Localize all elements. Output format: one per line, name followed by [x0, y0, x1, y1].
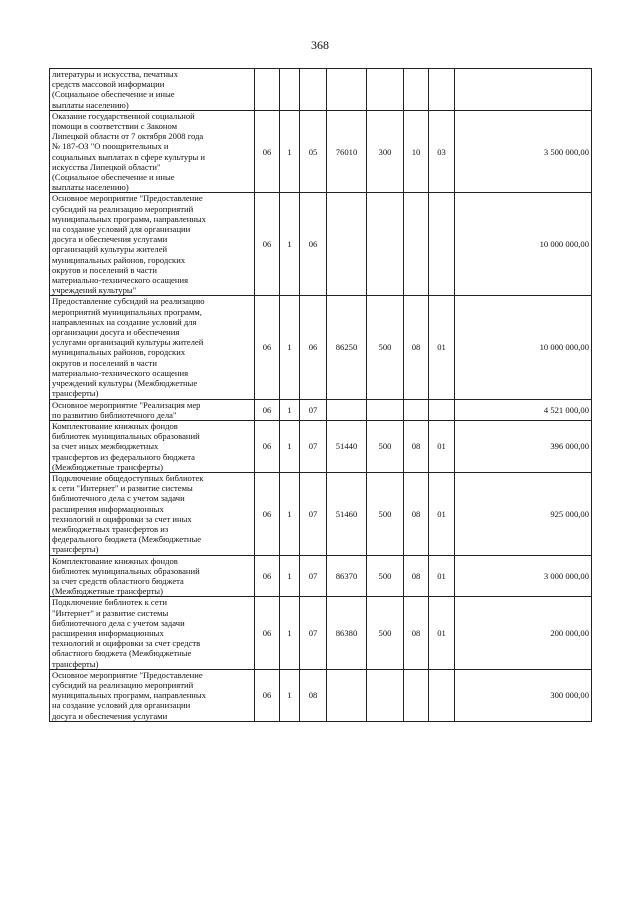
expense-type-code: 500	[367, 296, 404, 399]
program-code: 06	[255, 399, 280, 420]
row-description: Оказание государственной социальной помощи в соответствии с Законом Липецкой области от 7 октября 2008 года № 187-ОЗ "О поощрительных и социальных выплатах в сфере культуры и искусства Липецкой области" (Социальное обеспечение и иные выплаты населению)	[50, 110, 255, 193]
subprogram-code: 1	[280, 555, 300, 597]
amount: 4 521 000,00	[455, 399, 592, 420]
section-code	[404, 669, 429, 721]
subprogram-code: 1	[280, 597, 300, 669]
page-number: 368	[311, 38, 329, 52]
direction-code	[327, 669, 367, 721]
event-code: 07	[300, 597, 327, 669]
row-description: Основное мероприятие "Предоставление субсидий на реализацию мероприятий муниципальных программ, направленных на создание условий для организации досуга и обеспечения услугами	[50, 669, 255, 721]
direction-code: 51460	[327, 472, 367, 555]
expense-type-code: 500	[367, 420, 404, 472]
row-description: Подключение библиотек к сети "Интернет" и развитие системы библиотечного дела с учетом задачи расширения информационных технологий и оцифровки за счет средств областного бюджета (Межбюджетные трансферты)	[50, 597, 255, 669]
amount	[455, 69, 592, 111]
budget-table	[49, 68, 592, 722]
subprogram-code	[280, 69, 300, 111]
program-code: 06	[255, 597, 280, 669]
table-row	[50, 597, 592, 669]
table-row	[50, 399, 592, 420]
program-code: 06	[255, 193, 280, 296]
subsection-code	[429, 69, 455, 111]
direction-code: 86380	[327, 597, 367, 669]
amount: 300 000,00	[455, 669, 592, 721]
section-code	[404, 193, 429, 296]
subprogram-code: 1	[280, 420, 300, 472]
subprogram-code: 1	[280, 669, 300, 721]
row-description: Комплектование книжных фондов библиотек муниципальных образований за счет средств областного бюджета (Межбюджетные трансферты)	[50, 555, 255, 597]
program-code	[255, 69, 280, 111]
table-row	[50, 69, 592, 111]
section-code	[404, 69, 429, 111]
program-code: 06	[255, 555, 280, 597]
section-code: 08	[404, 472, 429, 555]
expense-type-code	[367, 399, 404, 420]
section-code	[404, 399, 429, 420]
event-code: 07	[300, 555, 327, 597]
table-row	[50, 110, 592, 193]
expense-type-code	[367, 193, 404, 296]
program-code: 06	[255, 110, 280, 193]
table-row	[50, 555, 592, 597]
direction-code: 86250	[327, 296, 367, 399]
event-code: 07	[300, 399, 327, 420]
amount: 396 000,00	[455, 420, 592, 472]
program-code: 06	[255, 669, 280, 721]
event-code	[300, 69, 327, 111]
event-code: 06	[300, 296, 327, 399]
event-code: 07	[300, 472, 327, 555]
event-code: 07	[300, 420, 327, 472]
subsection-code: 01	[429, 555, 455, 597]
row-description: Подключение общедоступных библиотек к сети "Интернет" и развитие системы библиотечного дела с учетом задачи расширения информационных технологий и оцифровки за счет иных межбюджетных трансфертов из федерального бюджета (Межбюджетные трансферты)	[50, 472, 255, 555]
amount: 3 500 000,00	[455, 110, 592, 193]
table-row	[50, 420, 592, 472]
row-description: Комплектование книжных фондов библиотек муниципальных образований за счет иных межбюджетных трансфертов из федерального бюджета (Межбюджетные трансферты)	[50, 420, 255, 472]
row-description: Основное мероприятие "Реализация мер по развитию библиотечного дела"	[50, 399, 255, 420]
subprogram-code: 1	[280, 296, 300, 399]
section-code: 08	[404, 555, 429, 597]
subsection-code	[429, 669, 455, 721]
amount: 3 000 000,00	[455, 555, 592, 597]
subprogram-code: 1	[280, 472, 300, 555]
direction-code	[327, 69, 367, 111]
row-description: Основное мероприятие "Предоставление субсидий на реализацию мероприятий муниципальных программ, направленных на создание условий для организации досуга и обеспечения услугами организаций культуры жителей муниципальных районов, городских округов и поселений в части материально-технического осащения учреждений культуры"	[50, 193, 255, 296]
table-body	[50, 69, 592, 722]
amount: 10 000 000,00	[455, 193, 592, 296]
direction-code: 51440	[327, 420, 367, 472]
direction-code: 76010	[327, 110, 367, 193]
section-code: 10	[404, 110, 429, 193]
table-row	[50, 193, 592, 296]
expense-type-code	[367, 69, 404, 111]
subsection-code: 01	[429, 296, 455, 399]
amount: 925 000,00	[455, 472, 592, 555]
amount: 200 000,00	[455, 597, 592, 669]
expense-type-code: 500	[367, 472, 404, 555]
event-code: 05	[300, 110, 327, 193]
row-description: литературы и искусства, печатных средств массовой информации (Социальное обеспечение и иные выплаты населению)	[50, 69, 255, 111]
subsection-code: 03	[429, 110, 455, 193]
subprogram-code: 1	[280, 193, 300, 296]
subsection-code: 01	[429, 597, 455, 669]
expense-type-code	[367, 669, 404, 721]
subsection-code: 01	[429, 420, 455, 472]
table-row	[50, 669, 592, 721]
subprogram-code: 1	[280, 399, 300, 420]
subsection-code	[429, 399, 455, 420]
program-code: 06	[255, 296, 280, 399]
section-code: 08	[404, 420, 429, 472]
section-code: 08	[404, 296, 429, 399]
amount: 10 000 000,00	[455, 296, 592, 399]
direction-code: 86370	[327, 555, 367, 597]
expense-type-code: 300	[367, 110, 404, 193]
subprogram-code: 1	[280, 110, 300, 193]
expense-type-code: 500	[367, 555, 404, 597]
subsection-code: 01	[429, 472, 455, 555]
event-code: 06	[300, 193, 327, 296]
program-code: 06	[255, 472, 280, 555]
row-description: Предоставление субсидий на реализацию мероприятий муниципальных программ, направленных на создание условий для организации досуга и обеспечения услугами организаций культуры жителей муниципальных районов, городских округов и поселений в части материально-технического осащения учреждений культуры (Межбюджетные трансферты)	[50, 296, 255, 399]
direction-code	[327, 399, 367, 420]
table-row	[50, 472, 592, 555]
section-code: 08	[404, 597, 429, 669]
subsection-code	[429, 193, 455, 296]
program-code: 06	[255, 420, 280, 472]
direction-code	[327, 193, 367, 296]
event-code: 08	[300, 669, 327, 721]
expense-type-code: 500	[367, 597, 404, 669]
table-row	[50, 296, 592, 399]
